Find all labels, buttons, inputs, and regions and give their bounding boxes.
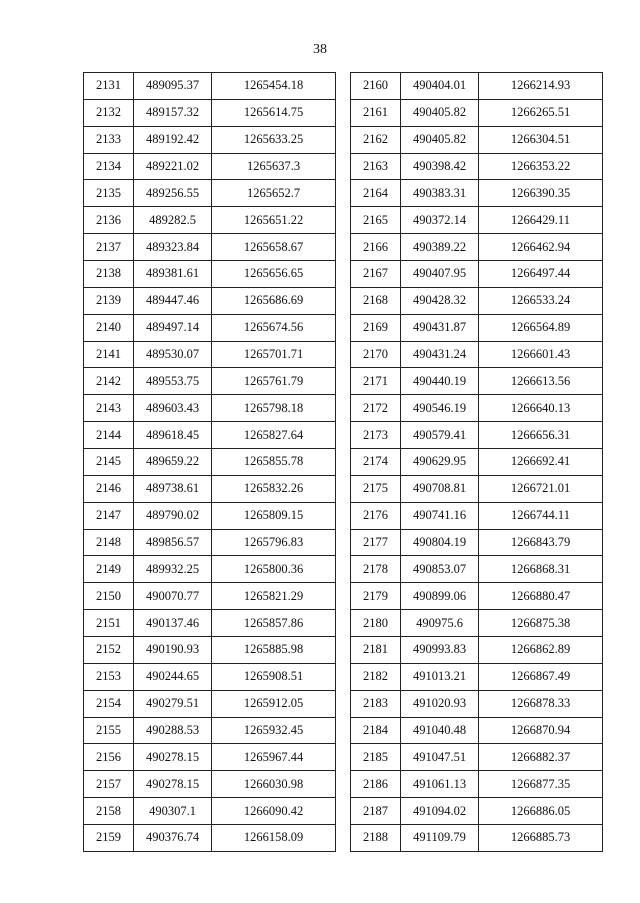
x-coordinate-cell: 490440.19 <box>401 368 479 395</box>
x-coordinate-cell: 491094.02 <box>401 798 479 825</box>
x-coordinate-cell: 490546.19 <box>401 395 479 422</box>
y-coordinate-cell: 1265857.86 <box>212 610 336 637</box>
y-coordinate-cell: 1265800.36 <box>212 556 336 583</box>
table-row <box>84 771 336 798</box>
x-coordinate-cell: 489447.46 <box>134 287 212 314</box>
y-coordinate-cell: 1266390.35 <box>479 180 603 207</box>
x-coordinate-cell: 491013.21 <box>401 663 479 690</box>
y-coordinate-cell: 1266353.22 <box>479 153 603 180</box>
point-number-cell: 2157 <box>84 771 134 798</box>
table-row <box>351 502 603 529</box>
table-row <box>84 717 336 744</box>
y-coordinate-cell: 1265832.26 <box>212 475 336 502</box>
table-row <box>351 261 603 288</box>
point-number-cell: 2142 <box>84 368 134 395</box>
x-coordinate-cell: 489157.32 <box>134 99 212 126</box>
x-coordinate-cell: 490070.77 <box>134 583 212 610</box>
point-number-cell: 2169 <box>351 314 401 341</box>
y-coordinate-cell: 1266862.89 <box>479 637 603 664</box>
table-row <box>84 798 336 825</box>
y-coordinate-cell: 1266656.31 <box>479 422 603 449</box>
point-number-cell: 2153 <box>84 663 134 690</box>
point-number-cell: 2175 <box>351 475 401 502</box>
table-row <box>84 583 336 610</box>
table-row <box>351 287 603 314</box>
point-number-cell: 2164 <box>351 180 401 207</box>
x-coordinate-cell: 490137.46 <box>134 610 212 637</box>
point-number-cell: 2174 <box>351 449 401 476</box>
y-coordinate-cell: 1266304.51 <box>479 126 603 153</box>
y-coordinate-cell: 1265614.75 <box>212 99 336 126</box>
table-row <box>84 690 336 717</box>
y-coordinate-cell: 1266882.37 <box>479 744 603 771</box>
point-number-cell: 2162 <box>351 126 401 153</box>
x-coordinate-cell: 490404.01 <box>401 73 479 100</box>
point-number-cell: 2188 <box>351 825 401 852</box>
x-coordinate-cell: 490405.82 <box>401 99 479 126</box>
y-coordinate-cell: 1265686.69 <box>212 287 336 314</box>
table-row <box>351 475 603 502</box>
point-number-cell: 2181 <box>351 637 401 664</box>
point-number-cell: 2179 <box>351 583 401 610</box>
x-coordinate-cell: 489659.22 <box>134 449 212 476</box>
table-row <box>351 180 603 207</box>
y-coordinate-cell: 1265637.3 <box>212 153 336 180</box>
x-coordinate-cell: 490853.07 <box>401 556 479 583</box>
y-coordinate-cell: 1266265.51 <box>479 99 603 126</box>
point-number-cell: 2186 <box>351 771 401 798</box>
x-coordinate-cell: 490804.19 <box>401 529 479 556</box>
x-coordinate-cell: 490376.74 <box>134 825 212 852</box>
table-row <box>351 314 603 341</box>
point-number-cell: 2177 <box>351 529 401 556</box>
y-coordinate-cell: 1265761.79 <box>212 368 336 395</box>
x-coordinate-cell: 490190.93 <box>134 637 212 664</box>
point-number-cell: 2180 <box>351 610 401 637</box>
x-coordinate-cell: 491061.13 <box>401 771 479 798</box>
point-number-cell: 2134 <box>84 153 134 180</box>
y-coordinate-cell: 1265821.29 <box>212 583 336 610</box>
y-coordinate-cell: 1266885.73 <box>479 825 603 852</box>
point-number-cell: 2139 <box>84 287 134 314</box>
x-coordinate-cell: 490741.16 <box>401 502 479 529</box>
y-coordinate-cell: 1266158.09 <box>212 825 336 852</box>
point-number-cell: 2131 <box>84 73 134 100</box>
point-number-cell: 2136 <box>84 207 134 234</box>
table-row <box>84 529 336 556</box>
point-number-cell: 2148 <box>84 529 134 556</box>
y-coordinate-cell: 1265701.71 <box>212 341 336 368</box>
y-coordinate-cell: 1266640.13 <box>479 395 603 422</box>
x-coordinate-cell: 491020.93 <box>401 690 479 717</box>
x-coordinate-cell: 490244.65 <box>134 663 212 690</box>
y-coordinate-cell: 1266533.24 <box>479 287 603 314</box>
y-coordinate-cell: 1266462.94 <box>479 234 603 261</box>
point-number-cell: 2178 <box>351 556 401 583</box>
table-row <box>84 502 336 529</box>
x-coordinate-cell: 489932.25 <box>134 556 212 583</box>
point-number-cell: 2160 <box>351 73 401 100</box>
y-coordinate-cell: 1265454.18 <box>212 73 336 100</box>
table-row <box>84 126 336 153</box>
point-number-cell: 2143 <box>84 395 134 422</box>
x-coordinate-cell: 490431.87 <box>401 314 479 341</box>
point-number-cell: 2173 <box>351 422 401 449</box>
table-row <box>351 529 603 556</box>
point-number-cell: 2151 <box>84 610 134 637</box>
x-coordinate-cell: 490307.1 <box>134 798 212 825</box>
table-row <box>351 207 603 234</box>
y-coordinate-cell: 1266868.31 <box>479 556 603 583</box>
point-number-cell: 2145 <box>84 449 134 476</box>
point-number-cell: 2150 <box>84 583 134 610</box>
point-number-cell: 2133 <box>84 126 134 153</box>
point-number-cell: 2144 <box>84 422 134 449</box>
x-coordinate-cell: 489256.55 <box>134 180 212 207</box>
y-coordinate-cell: 1265658.67 <box>212 234 336 261</box>
y-coordinate-cell: 1265633.25 <box>212 126 336 153</box>
x-coordinate-cell: 489618.45 <box>134 422 212 449</box>
x-coordinate-cell: 490431.24 <box>401 341 479 368</box>
table-row <box>84 449 336 476</box>
x-coordinate-cell: 490428.32 <box>401 287 479 314</box>
x-coordinate-cell: 490398.42 <box>401 153 479 180</box>
x-coordinate-cell: 490383.31 <box>401 180 479 207</box>
x-coordinate-cell: 490372.14 <box>401 207 479 234</box>
x-coordinate-cell: 491109.79 <box>401 825 479 852</box>
y-coordinate-cell: 1266613.56 <box>479 368 603 395</box>
y-coordinate-cell: 1266843.79 <box>479 529 603 556</box>
table-row <box>84 287 336 314</box>
x-coordinate-cell: 489790.02 <box>134 502 212 529</box>
table-row <box>351 690 603 717</box>
table-row <box>351 663 603 690</box>
table-row <box>84 610 336 637</box>
y-coordinate-cell: 1265809.15 <box>212 502 336 529</box>
table-row <box>84 825 336 852</box>
table-row <box>84 422 336 449</box>
point-number-cell: 2135 <box>84 180 134 207</box>
x-coordinate-cell: 489530.07 <box>134 341 212 368</box>
y-coordinate-cell: 1265796.83 <box>212 529 336 556</box>
point-number-cell: 2184 <box>351 717 401 744</box>
table-row <box>351 449 603 476</box>
table-row <box>84 180 336 207</box>
point-number-cell: 2149 <box>84 556 134 583</box>
y-coordinate-cell: 1266886.05 <box>479 798 603 825</box>
x-coordinate-cell: 489282.5 <box>134 207 212 234</box>
table-row <box>84 637 336 664</box>
table-row <box>84 314 336 341</box>
point-number-cell: 2161 <box>351 99 401 126</box>
x-coordinate-cell: 490629.95 <box>401 449 479 476</box>
x-coordinate-cell: 489497.14 <box>134 314 212 341</box>
y-coordinate-cell: 1265908.51 <box>212 663 336 690</box>
point-number-cell: 2182 <box>351 663 401 690</box>
x-coordinate-cell: 490708.81 <box>401 475 479 502</box>
y-coordinate-cell: 1266214.93 <box>479 73 603 100</box>
table-row <box>351 99 603 126</box>
coordinate-table-right <box>350 72 603 852</box>
x-coordinate-cell: 489381.61 <box>134 261 212 288</box>
y-coordinate-cell: 1265656.65 <box>212 261 336 288</box>
y-coordinate-cell: 1266429.11 <box>479 207 603 234</box>
table-row <box>351 395 603 422</box>
table-row <box>351 637 603 664</box>
table-row <box>351 153 603 180</box>
table-row <box>351 73 603 100</box>
y-coordinate-cell: 1266030.98 <box>212 771 336 798</box>
table-row <box>351 744 603 771</box>
point-number-cell: 2146 <box>84 475 134 502</box>
y-coordinate-cell: 1265932.45 <box>212 717 336 744</box>
page-number: 38 <box>313 42 327 57</box>
y-coordinate-cell: 1265912.05 <box>212 690 336 717</box>
y-coordinate-cell: 1265798.18 <box>212 395 336 422</box>
point-number-cell: 2167 <box>351 261 401 288</box>
table-row <box>351 771 603 798</box>
table-row <box>84 99 336 126</box>
x-coordinate-cell: 490899.06 <box>401 583 479 610</box>
table-row <box>351 556 603 583</box>
point-number-cell: 2170 <box>351 341 401 368</box>
x-coordinate-cell: 491047.51 <box>401 744 479 771</box>
x-coordinate-cell: 490279.51 <box>134 690 212 717</box>
point-number-cell: 2140 <box>84 314 134 341</box>
y-coordinate-cell: 1265885.98 <box>212 637 336 664</box>
x-coordinate-cell: 489221.02 <box>134 153 212 180</box>
point-number-cell: 2187 <box>351 798 401 825</box>
y-coordinate-cell: 1265855.78 <box>212 449 336 476</box>
x-coordinate-cell: 489323.84 <box>134 234 212 261</box>
point-number-cell: 2158 <box>84 798 134 825</box>
x-coordinate-cell: 490288.53 <box>134 717 212 744</box>
table-row <box>351 234 603 261</box>
y-coordinate-cell: 1266601.43 <box>479 341 603 368</box>
point-number-cell: 2185 <box>351 744 401 771</box>
table-row <box>84 556 336 583</box>
point-number-cell: 2159 <box>84 825 134 852</box>
table-row <box>351 717 603 744</box>
x-coordinate-cell: 491040.48 <box>401 717 479 744</box>
x-coordinate-cell: 489095.37 <box>134 73 212 100</box>
point-number-cell: 2165 <box>351 207 401 234</box>
table-row <box>84 261 336 288</box>
x-coordinate-cell: 489603.43 <box>134 395 212 422</box>
point-number-cell: 2154 <box>84 690 134 717</box>
y-coordinate-cell: 1265967.44 <box>212 744 336 771</box>
table-row <box>351 583 603 610</box>
y-coordinate-cell: 1266877.35 <box>479 771 603 798</box>
y-coordinate-cell: 1266867.49 <box>479 663 603 690</box>
table-row <box>84 341 336 368</box>
y-coordinate-cell: 1266497.44 <box>479 261 603 288</box>
point-number-cell: 2138 <box>84 261 134 288</box>
table-row <box>351 798 603 825</box>
point-number-cell: 2171 <box>351 368 401 395</box>
x-coordinate-cell: 490405.82 <box>401 126 479 153</box>
x-coordinate-cell: 489192.42 <box>134 126 212 153</box>
y-coordinate-cell: 1266870.94 <box>479 717 603 744</box>
table-row <box>351 341 603 368</box>
point-number-cell: 2141 <box>84 341 134 368</box>
y-coordinate-cell: 1265651.22 <box>212 207 336 234</box>
table-row <box>84 73 336 100</box>
y-coordinate-cell: 1266692.41 <box>479 449 603 476</box>
x-coordinate-cell: 490975.6 <box>401 610 479 637</box>
table-row <box>84 663 336 690</box>
point-number-cell: 2152 <box>84 637 134 664</box>
table-row <box>351 368 603 395</box>
point-number-cell: 2147 <box>84 502 134 529</box>
point-number-cell: 2183 <box>351 690 401 717</box>
y-coordinate-cell: 1266744.11 <box>479 502 603 529</box>
table-row <box>84 744 336 771</box>
point-number-cell: 2155 <box>84 717 134 744</box>
point-number-cell: 2156 <box>84 744 134 771</box>
point-number-cell: 2168 <box>351 287 401 314</box>
y-coordinate-cell: 1265827.64 <box>212 422 336 449</box>
table-row <box>351 610 603 637</box>
y-coordinate-cell: 1266875.38 <box>479 610 603 637</box>
point-number-cell: 2176 <box>351 502 401 529</box>
table-row <box>84 395 336 422</box>
point-number-cell: 2132 <box>84 99 134 126</box>
x-coordinate-cell: 490993.83 <box>401 637 479 664</box>
x-coordinate-cell: 490389.22 <box>401 234 479 261</box>
table-row <box>84 475 336 502</box>
y-coordinate-cell: 1266878.33 <box>479 690 603 717</box>
x-coordinate-cell: 490278.15 <box>134 771 212 798</box>
y-coordinate-cell: 1266880.47 <box>479 583 603 610</box>
table-row <box>84 234 336 261</box>
y-coordinate-cell: 1265652.7 <box>212 180 336 207</box>
coordinate-table-left <box>83 72 336 852</box>
table-row <box>351 126 603 153</box>
table-row <box>351 825 603 852</box>
x-coordinate-cell: 490278.15 <box>134 744 212 771</box>
point-number-cell: 2137 <box>84 234 134 261</box>
table-row <box>84 207 336 234</box>
table-row <box>84 153 336 180</box>
x-coordinate-cell: 489553.75 <box>134 368 212 395</box>
y-coordinate-cell: 1266721.01 <box>479 475 603 502</box>
table-row <box>351 422 603 449</box>
point-number-cell: 2166 <box>351 234 401 261</box>
point-number-cell: 2172 <box>351 395 401 422</box>
x-coordinate-cell: 489856.57 <box>134 529 212 556</box>
y-coordinate-cell: 1266564.89 <box>479 314 603 341</box>
x-coordinate-cell: 490407.95 <box>401 261 479 288</box>
x-coordinate-cell: 489738.61 <box>134 475 212 502</box>
y-coordinate-cell: 1265674.56 <box>212 314 336 341</box>
y-coordinate-cell: 1266090.42 <box>212 798 336 825</box>
point-number-cell: 2163 <box>351 153 401 180</box>
x-coordinate-cell: 490579.41 <box>401 422 479 449</box>
table-row <box>84 368 336 395</box>
